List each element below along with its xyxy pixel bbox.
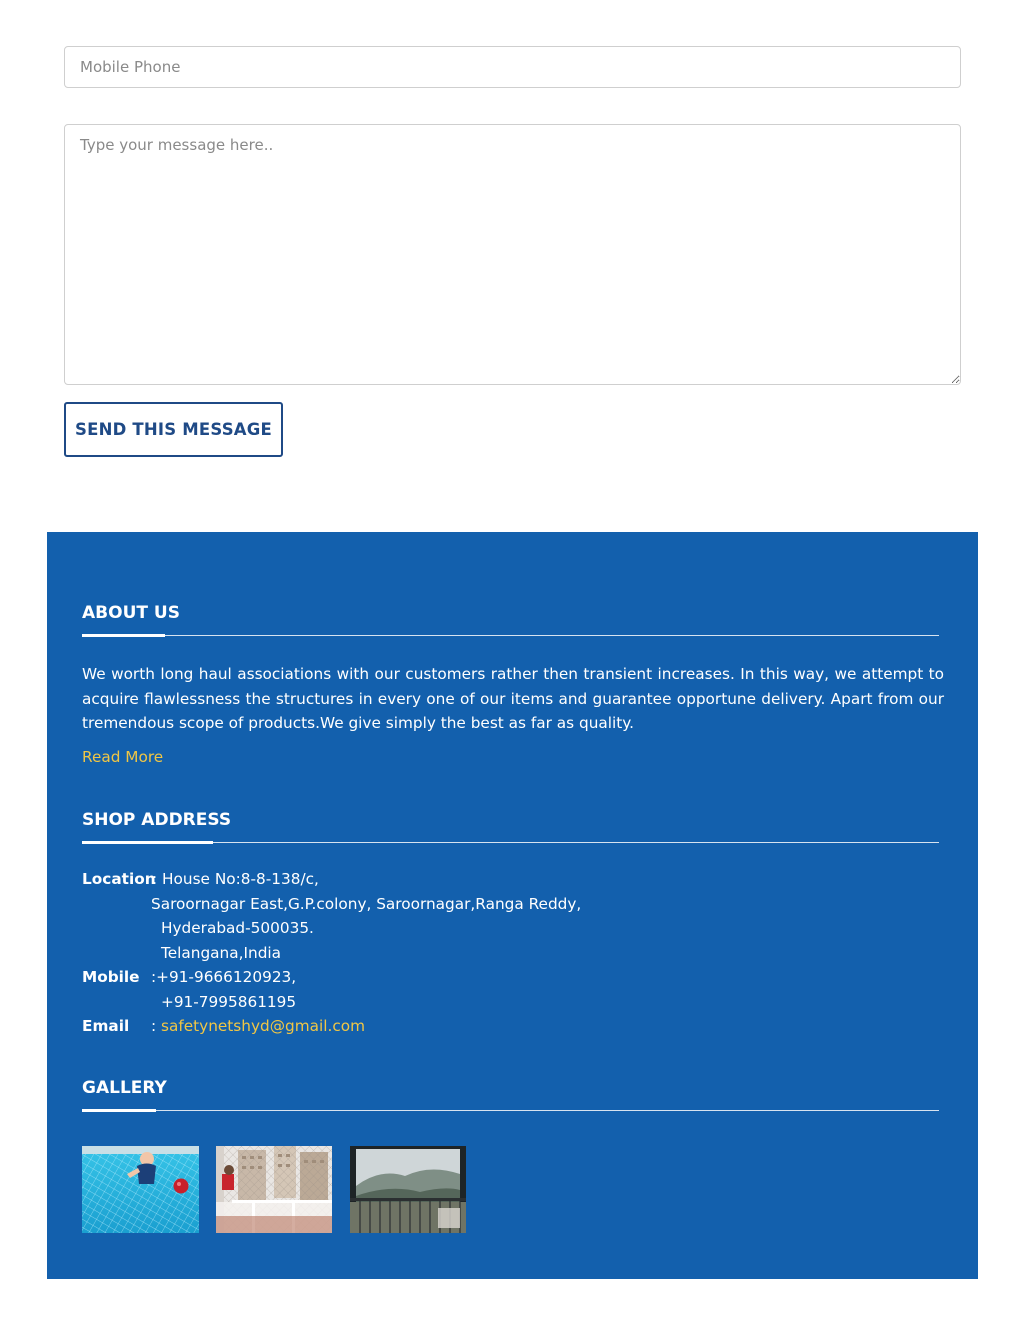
gallery-thumb-balcony-view[interactable] — [350, 1146, 466, 1233]
mobile-line-2: +91-7995861195 — [161, 992, 297, 1011]
shop-address-heading-rule — [82, 841, 939, 844]
shop-address-heading: SHOP ADDRESS — [82, 810, 232, 830]
about-section — [82, 602, 944, 767]
email-separator: : — [151, 1017, 157, 1035]
location-label: Location — [82, 870, 156, 888]
location-line-3: Hyderabad-500035. — [161, 919, 314, 937]
email-label: Email — [82, 1017, 130, 1035]
send-message-button[interactable]: SEND THIS MESSAGE — [64, 402, 283, 457]
location-line-1: : House No:8-8-138/c, — [152, 870, 319, 888]
read-more-link[interactable]: Read More — [82, 747, 164, 766]
gallery-thumb-balcony-net[interactable] — [216, 1146, 332, 1233]
about-text: We worth long haul associations with our customers rather then transient increases. In this way, we attempt to acquire flawlessness the structures in every one of our items and guarantee opportune delivery. Apart from our tremendous scope of products.We give simply the best as far as quality. — [82, 665, 944, 732]
mobile-line-1: :+91-9666120923, — [151, 968, 297, 986]
gallery-heading: GALLERY — [82, 1078, 167, 1098]
about-heading: ABOUT US — [82, 603, 180, 623]
location-line-4: Telangana,India — [161, 943, 282, 962]
email-link[interactable]: safetynetshyd@gmail.com — [161, 1017, 366, 1035]
gallery-heading-rule — [82, 1109, 939, 1112]
mobile-phone-input[interactable] — [64, 46, 961, 88]
shop-address-section — [82, 809, 939, 1039]
footer — [47, 532, 978, 1279]
about-heading-rule — [82, 634, 939, 637]
gallery-thumb-pool[interactable] — [82, 1146, 199, 1233]
address-block — [82, 867, 939, 1039]
mobile-label: Mobile — [82, 968, 140, 986]
gallery-section — [82, 1077, 939, 1112]
contact-form — [64, 46, 961, 457]
message-textarea[interactable] — [64, 124, 961, 385]
location-line-2: Saroornagar East,G.P.colony, Saroornagar,Ranga Reddy, — [151, 894, 582, 913]
